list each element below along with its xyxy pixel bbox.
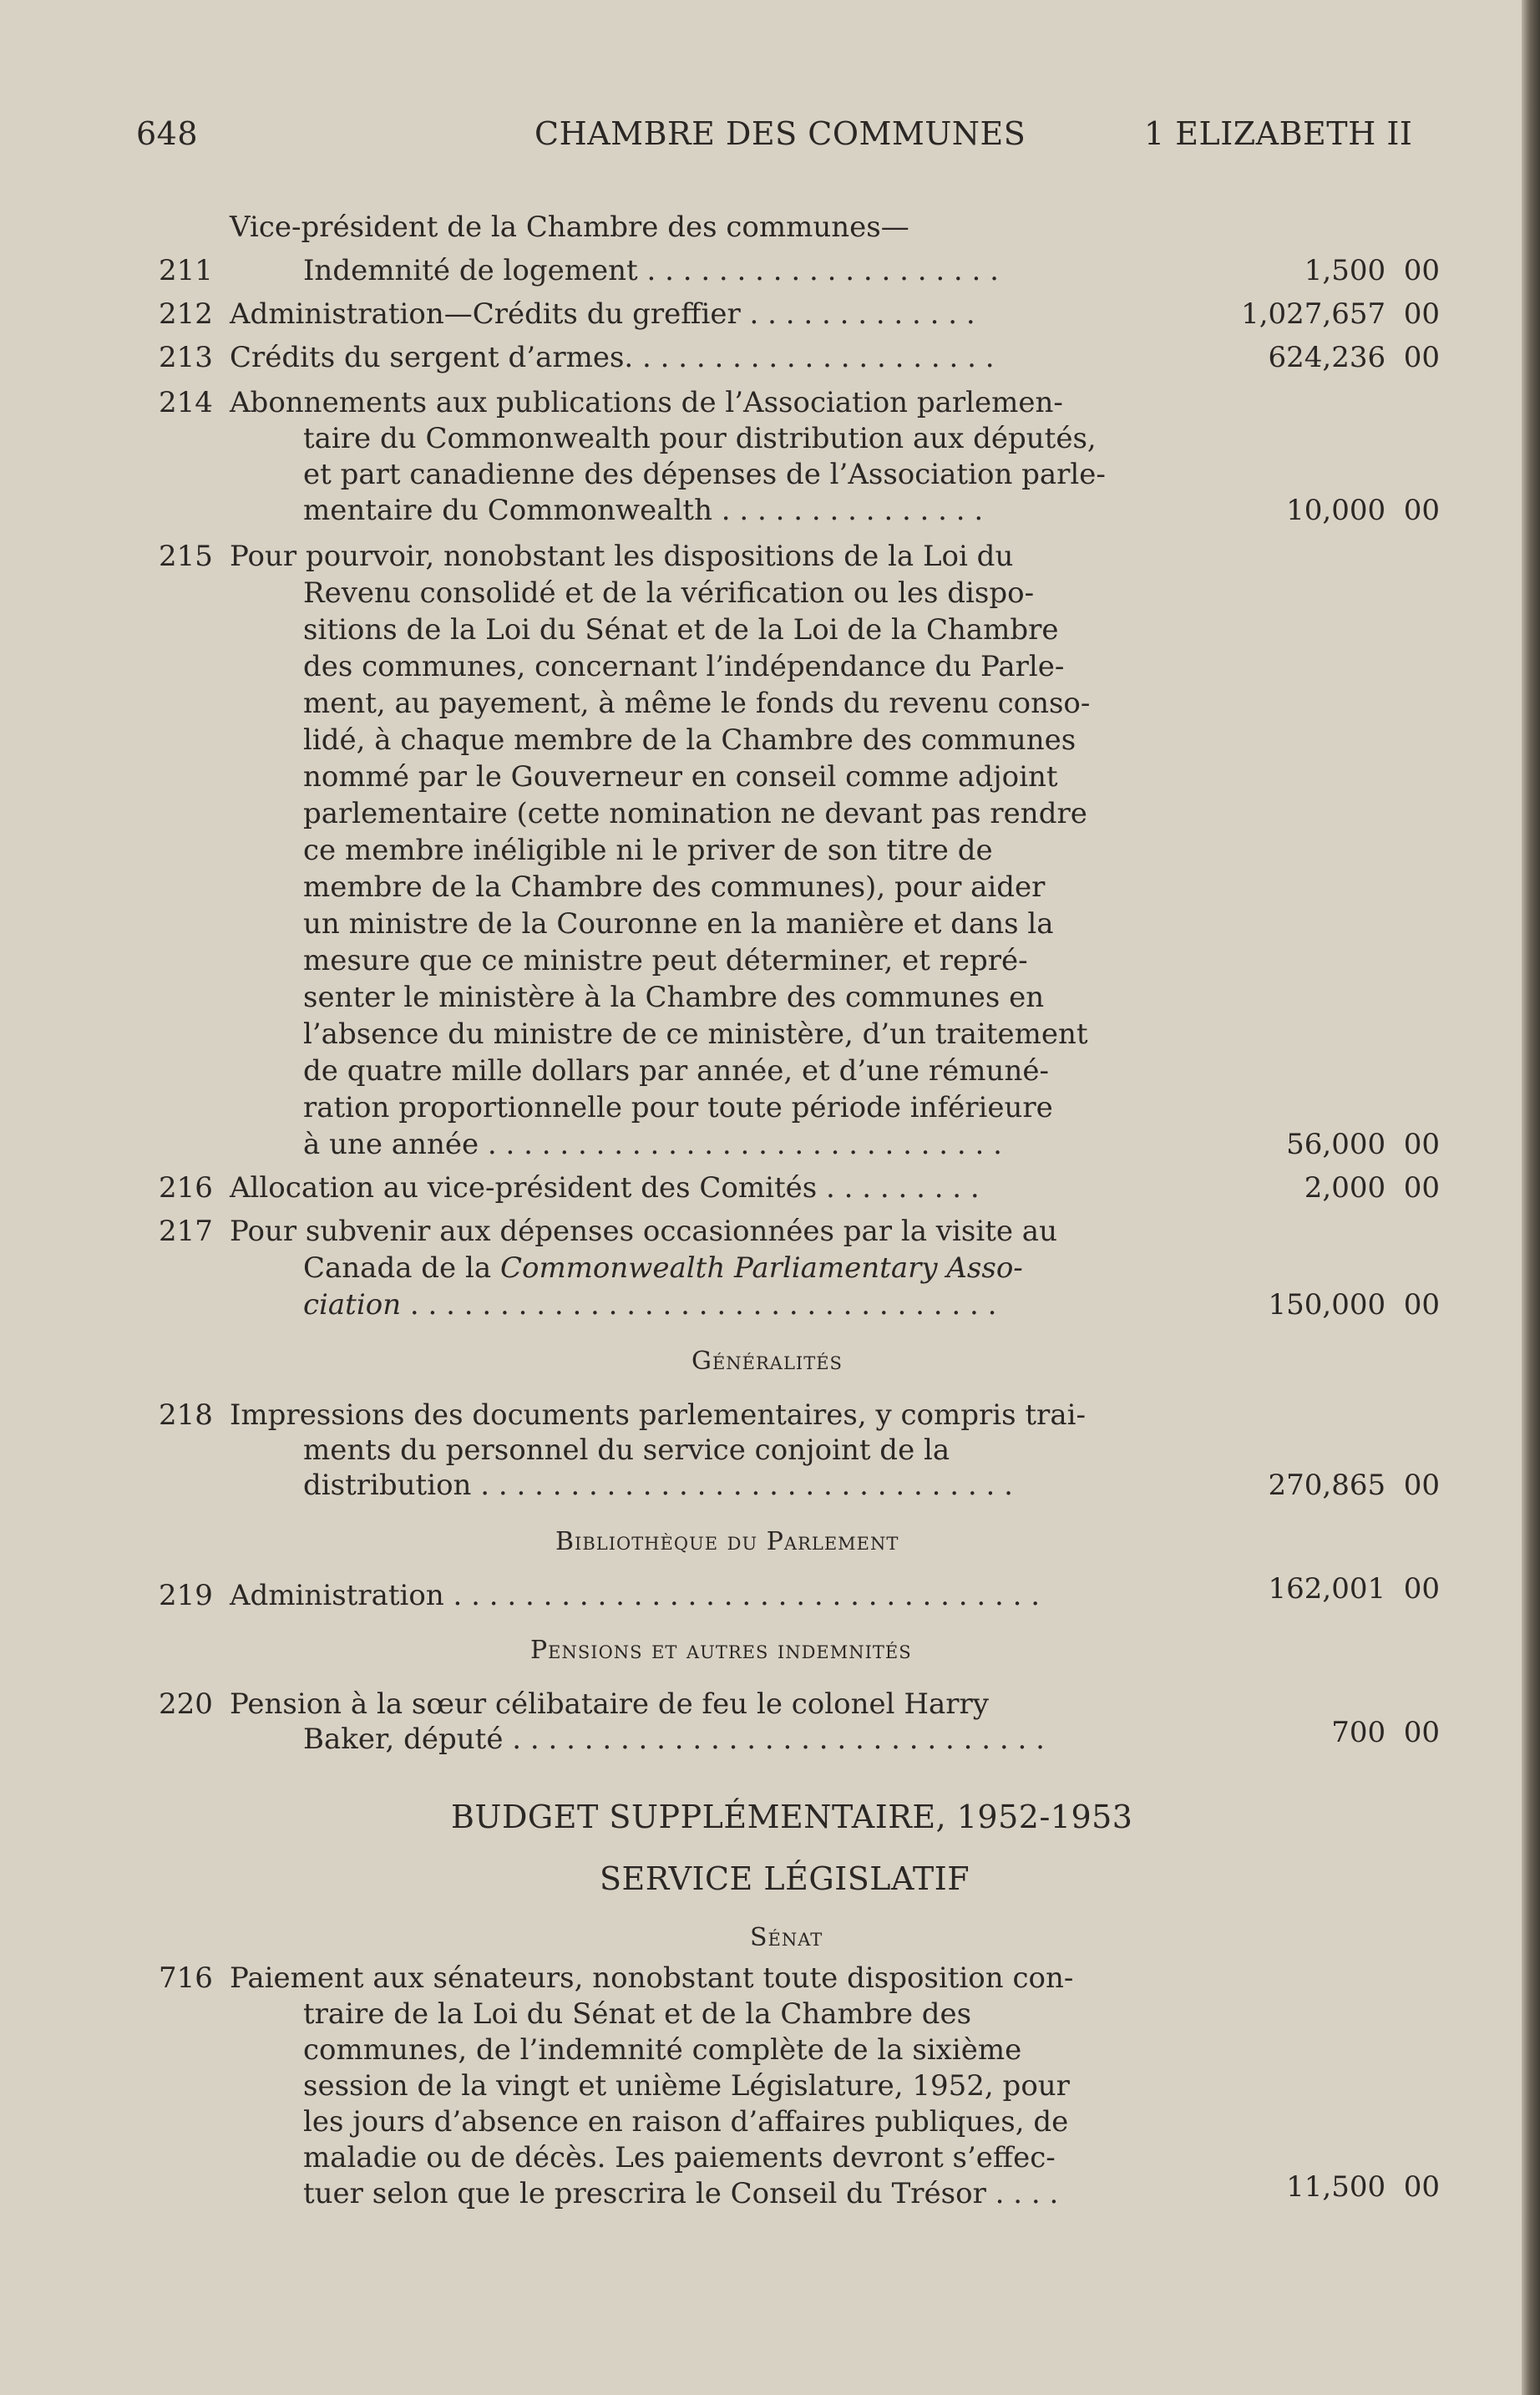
item-text: ration proportionnelle pour toute période inférieure [303,1091,1053,1124]
item-amount: 270,865 00 [1268,1469,1440,1502]
vice-president-lead: Vice-président de la Chambre des communes— [230,211,909,244]
page-number: 648 [136,115,199,152]
item-amount: 1,500 00 [1304,254,1440,287]
item-number: 219 [159,1579,213,1612]
item-amount: 11,500 00 [1286,2170,1440,2204]
item-number: 716 [159,1961,213,1995]
item-text: Crédits du sergent d’armes. . . . . . . . . . . . . . . . . . . . . [230,341,995,374]
item-text: communes, de l’indemnité complète de la sixième [303,2033,1022,2067]
item-text: des communes, concernant l’indépendance du Parle- [303,650,1065,683]
page-edge-shadow [1522,0,1540,2395]
item-text: les jours d’absence en raison d’affaires publiques, de [303,2105,1069,2139]
item-text: Indemnité de logement . . . . . . . . . . . . . . . . . . . . [303,254,999,287]
item-text: et part canadienne des dépenses de l’Association parle- [303,458,1106,491]
item-amount: 10,000 00 [1286,494,1440,527]
item-text: Allocation au vice-président des Comités . . . . . . . . . [230,1171,980,1205]
item-number: 216 [159,1171,213,1205]
item-text: taire du Commonwealth pour distribution aux députés, [303,422,1097,455]
item-text: Pension à la sœur célibataire de feu le colonel Harry [230,1687,989,1721]
item-text: distribution . . . . . . . . . . . . . . . . . . . . . . . . . . . . . . [303,1469,1013,1502]
item-text-part: Canada de la [303,1251,500,1285]
item-number: 211 [159,254,213,287]
item-text: Administration . . . . . . . . . . . . . . . . . . . . . . . . . . . . . . . . . [230,1579,1041,1612]
item-text: ments du personnel du service conjoint de la [303,1433,950,1467]
item-text: de quatre mille dollars par année, et d’une rémuné- [303,1054,1049,1088]
item-text: Revenu consolidé et de la vérification ou les dispo- [303,576,1035,610]
item-text: nommé par le Gouverneur en conseil comme adjoint [303,760,1058,794]
item-number: 214 [159,386,213,419]
budget-heading: BUDGET SUPPLÉMENTAIRE, 1952-1953 [451,1799,1133,1835]
section-heading: Pensions et autres indemnités [530,1636,912,1665]
service-heading: SERVICE LÉGISLATIF [600,1860,970,1897]
item-text: ce membre inéligible ni le priver de son titre de [303,834,993,867]
item-number: 217 [159,1215,213,1248]
reign-label: 1 ELIZABETH II [1144,115,1413,152]
item-text: Baker, député . . . . . . . . . . . . . . . . . . . . . . . . . . . . . . [303,1723,1045,1756]
item-text: traire de la Loi du Sénat et de la Chambre des [303,1997,972,2031]
item-text: Paiement aux sénateurs, nonobstant toute disposition con- [230,1961,1074,1995]
item-text: sitions de la Loi du Sénat et de la Loi de la Chambre [303,613,1059,647]
item-amount: 56,000 00 [1286,1128,1440,1161]
item-text-part: . . . . . . . . . . . . . . . . . . . . . . . . . . . . . . . . . [401,1288,997,1322]
item-text [303,1286,1190,1323]
item-number: 213 [159,341,213,374]
senate-heading: Sénat [750,1923,823,1952]
item-amount: 162,001 00 [1268,1572,1440,1606]
item-text: Administration—Crédits du greffier . . . . . . . . . . . . . [230,297,975,331]
item-text: Abonnements aux publications de l’Association parlemen- [230,386,1063,419]
item-text: senter le ministère à la Chambre des communes en [303,981,1045,1014]
item-number: 212 [159,297,213,331]
item-number: 220 [159,1687,213,1721]
item-text: session de la vingt et unième Législature, 1952, pour [303,2069,1070,2103]
item-text: Pour pourvoir, nonobstant les dispositions de la Loi du [230,540,1014,573]
item-text: maladie ou de décès. Les paiements devront s’effec- [303,2141,1056,2174]
item-text: membre de la Chambre des communes), pour aider [303,870,1046,904]
item-text: l’absence du ministre de ce ministère, d’un traitement [303,1017,1088,1051]
item-amount: 150,000 00 [1268,1288,1440,1322]
item-amount: 1,027,657 00 [1241,297,1440,331]
item-text: mentaire du Commonwealth . . . . . . . . . . . . . . . [303,494,984,527]
item-number: 215 [159,540,213,573]
item-text: tuer selon que le prescrira le Conseil du Trésor . . . . [303,2177,1059,2210]
item-text: ment, au payement, à même le fonds du revenu conso- [303,687,1091,720]
section-heading: Bibliothèque du Parlement [555,1527,899,1556]
item-amount: 2,000 00 [1304,1171,1440,1205]
item-amount: 700 00 [1331,1716,1440,1749]
item-text-italic: Commonwealth Parliamentary Asso- [499,1251,1023,1285]
item-text: lidé, à chaque membre de la Chambre des communes [303,723,1076,757]
item-text: Pour subvenir aux dépenses occasionnées par la visite au [230,1215,1057,1248]
item-text: un ministre de la Couronne en la manière et dans la [303,907,1054,941]
item-text: mesure que ce ministre peut déterminer, et repré- [303,944,1028,977]
item-amount: 624,236 00 [1268,341,1440,374]
item-text [303,1250,1190,1286]
item-text-italic: ciation [303,1288,402,1322]
item-text: Impressions des documents parlementaires, y compris trai- [230,1398,1086,1432]
section-heading: Généralités [691,1347,843,1376]
item-number: 218 [159,1398,213,1432]
item-text: à une année . . . . . . . . . . . . . . . . . . . . . . . . . . . . . [303,1128,1002,1161]
running-title: CHAMBRE DES COMMUNES [534,115,1026,152]
item-text: parlementaire (cette nomination ne devant pas rendre [303,797,1087,830]
